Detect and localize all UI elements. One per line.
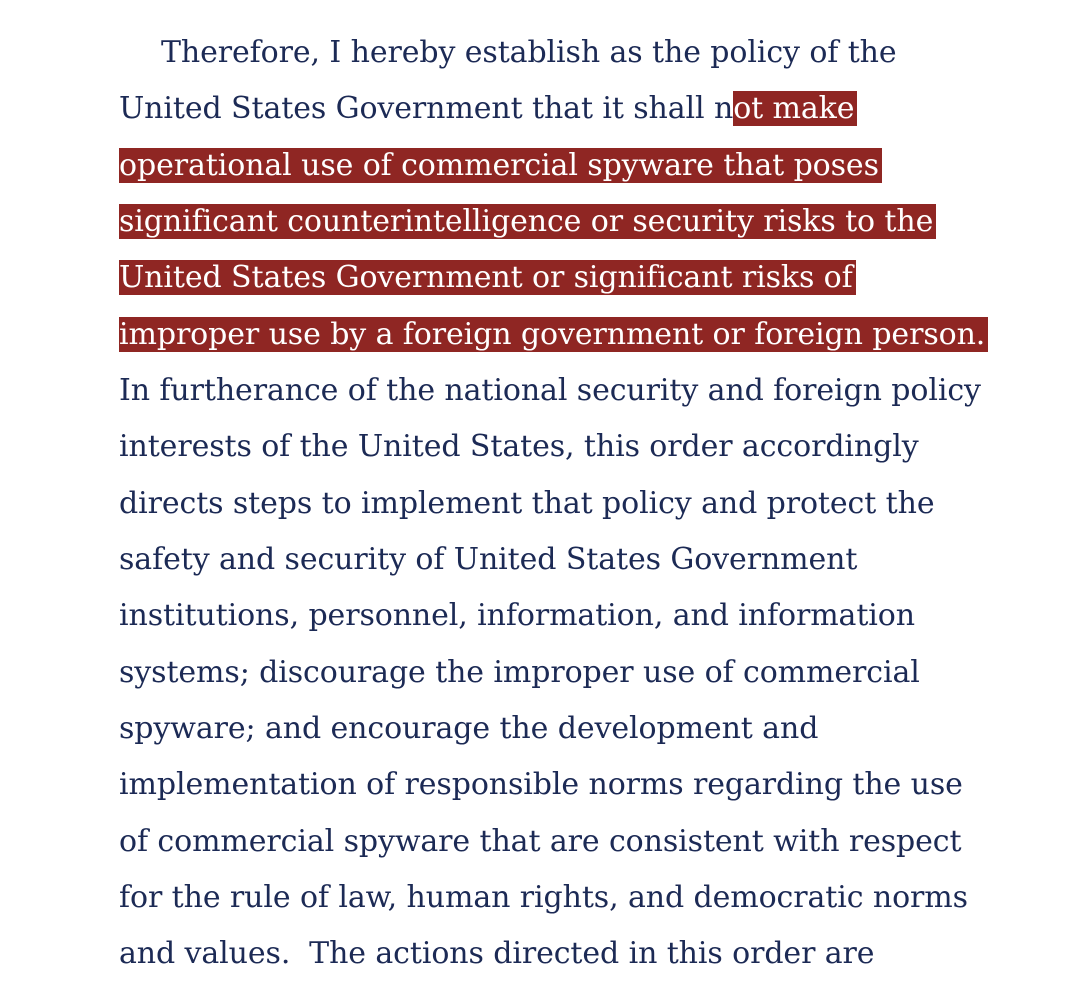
- text-line-7: [119, 363, 981, 419]
- text-line-4: [119, 194, 936, 250]
- highlighted-text[interactable]: significant counterintelligence or security risks to the: [119, 204, 936, 239]
- line-text: Therefore, I hereby establish as the policy of the: [161, 35, 897, 70]
- line-text: interests of the United States, this order accordingly: [119, 429, 919, 464]
- text-line-15: [119, 814, 961, 870]
- highlighted-text[interactable]: operational use of commercial spyware that poses: [119, 148, 882, 183]
- line-text: and values. The actions directed in this order are: [119, 936, 875, 971]
- text-line-13: [119, 701, 818, 757]
- line-text: implementation of responsible norms regarding the use: [119, 767, 963, 802]
- line-text: for the rule of law, human rights, and democratic norms: [119, 880, 968, 915]
- text-line-17: [119, 926, 874, 982]
- line-text: United States Government that it shall n: [119, 91, 734, 126]
- text-line-11: [119, 588, 915, 644]
- text-line-5: [119, 250, 856, 306]
- text-line-14: [119, 757, 963, 813]
- line-text: systems; discourage the improper use of commercial: [119, 655, 920, 690]
- line-text: directs steps to implement that policy and protect the: [119, 486, 935, 521]
- text-line-6: [119, 307, 988, 363]
- text-line-9: [119, 476, 934, 532]
- text-line-1: [161, 25, 897, 81]
- highlighted-text[interactable]: United States Government or significant risks of: [119, 260, 856, 295]
- text-line-3: [119, 138, 882, 194]
- text-line-2: [119, 81, 857, 137]
- line-text: safety and security of United States Government: [119, 542, 858, 577]
- text-line-12: [119, 645, 920, 701]
- text-line-16: [119, 870, 968, 926]
- line-text: of commercial spyware that are consistent with respect: [119, 824, 962, 859]
- highlighted-text[interactable]: improper use by a foreign government or foreign person.: [119, 317, 988, 352]
- line-text: institutions, personnel, information, and information: [119, 598, 915, 633]
- line-text: In furtherance of the national security and foreign policy: [119, 373, 981, 408]
- text-line-8: [119, 419, 919, 475]
- line-text: spyware; and encourage the development and: [119, 711, 819, 746]
- text-line-10: [119, 532, 857, 588]
- highlighted-text[interactable]: ot make: [733, 91, 857, 126]
